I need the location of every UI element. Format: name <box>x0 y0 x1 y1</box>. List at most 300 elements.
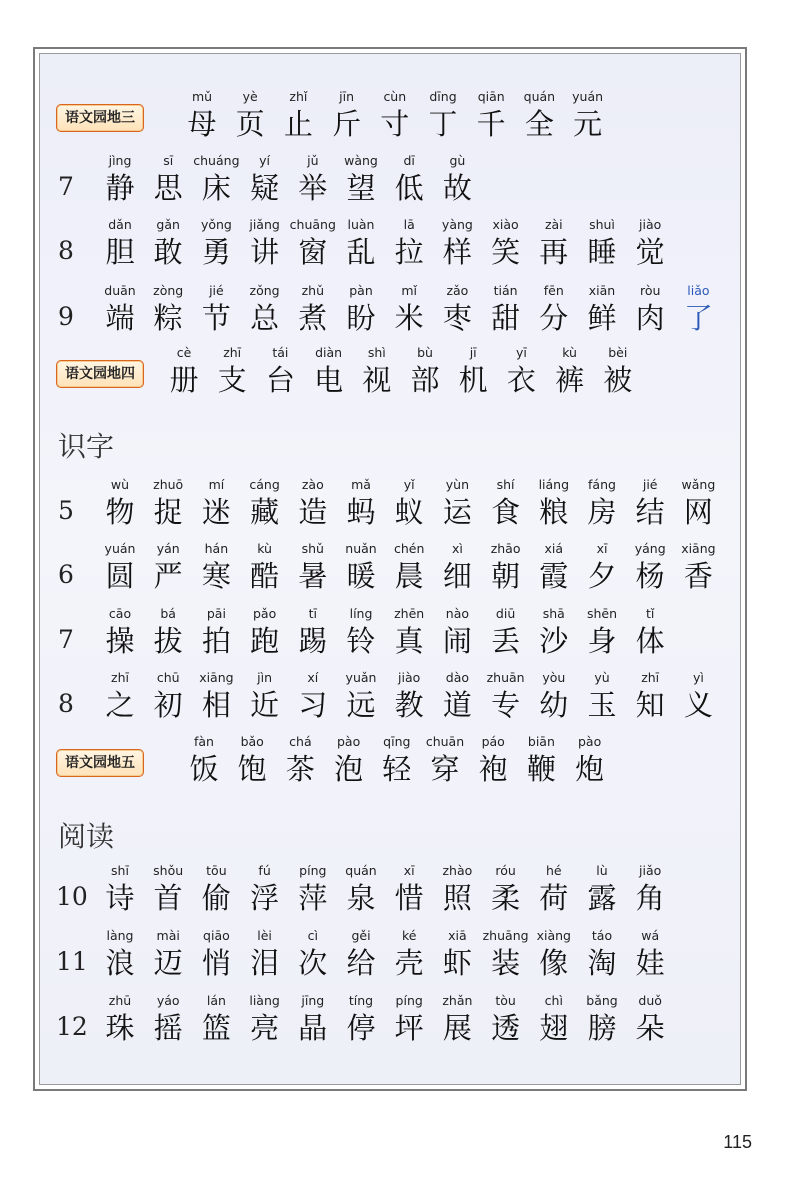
pinyin: mǎ <box>351 477 371 492</box>
pinyin: xiào <box>492 217 519 232</box>
pinyin: yǐ <box>403 477 415 492</box>
char-row <box>0 540 800 610</box>
char-cell <box>626 216 674 270</box>
pinyin: cāo <box>108 606 132 621</box>
pinyin: róu <box>495 863 516 878</box>
pinyin: jīng <box>301 993 325 1008</box>
section-heading: 阅读 <box>58 820 115 853</box>
pinyin: qiāo <box>203 928 230 943</box>
pinyin: bá <box>160 606 176 621</box>
pinyin: zhī <box>223 345 242 360</box>
hanzi: 食 <box>491 495 521 529</box>
hanzi: 结 <box>635 495 665 529</box>
char-cell <box>594 344 642 398</box>
hanzi: 睡 <box>587 235 617 269</box>
char-cell <box>674 540 722 594</box>
pinyin: yán <box>156 541 180 556</box>
pinyin: quán <box>345 863 377 878</box>
pinyin: yì <box>692 670 704 685</box>
pinyin: tián <box>493 283 518 298</box>
pinyin: lù <box>596 863 608 878</box>
pinyin: luàn <box>347 217 375 232</box>
pinyin: wù <box>110 477 130 492</box>
pinyin: jiǎng <box>249 217 280 232</box>
pinyin: zhāo <box>490 541 521 556</box>
hanzi: 饱 <box>237 752 267 786</box>
hanzi: 枣 <box>442 301 472 335</box>
hanzi: 穿 <box>430 752 460 786</box>
hanzi: 荷 <box>539 881 569 915</box>
pinyin: zào <box>301 477 324 492</box>
hanzi: 体 <box>635 624 665 658</box>
hanzi: 衣 <box>506 363 536 397</box>
hanzi: 支 <box>217 363 247 397</box>
pinyin: jī <box>469 345 477 360</box>
hanzi: 疑 <box>250 171 280 205</box>
hanzi: 远 <box>346 688 376 722</box>
lesson-number: 8 <box>58 236 74 265</box>
pinyin: shǒu <box>153 863 184 878</box>
pinyin: zòng <box>153 283 184 298</box>
pinyin: xiàng <box>536 928 571 943</box>
hanzi: 道 <box>442 688 472 722</box>
char-row <box>0 862 800 932</box>
hanzi: 样 <box>442 235 472 269</box>
hanzi: 义 <box>683 688 713 722</box>
hanzi: 专 <box>491 688 521 722</box>
hanzi: 节 <box>201 301 231 335</box>
hanzi: 胆 <box>105 235 135 269</box>
char-row <box>0 344 800 414</box>
pinyin: xiā <box>448 928 467 943</box>
hanzi: 悄 <box>201 946 231 980</box>
hanzi: 膀 <box>587 1011 617 1045</box>
char-row <box>0 669 800 739</box>
hanzi: 偷 <box>201 881 231 915</box>
hanzi: 再 <box>539 235 569 269</box>
lesson-number: 7 <box>58 625 74 654</box>
unit-badge: 语文园地四 <box>56 360 144 388</box>
unit-badge: 语文园地五 <box>56 749 144 777</box>
pinyin: yùn <box>445 477 470 492</box>
pinyin: zhào <box>442 863 473 878</box>
hanzi: 酷 <box>250 559 280 593</box>
hanzi: 寸 <box>380 107 410 141</box>
pinyin: xí <box>307 670 319 685</box>
hanzi: 展 <box>442 1011 472 1045</box>
pinyin: hé <box>545 863 562 878</box>
pinyin: yáo <box>156 993 180 1008</box>
hanzi: 夕 <box>587 559 617 593</box>
hanzi: 分 <box>539 301 569 335</box>
hanzi: 总 <box>250 301 280 335</box>
hanzi: 浪 <box>105 946 135 980</box>
pinyin: yù <box>594 670 610 685</box>
pinyin: biān <box>527 734 555 749</box>
pinyin: shǔ <box>301 541 324 556</box>
pinyin: shuì <box>589 217 615 232</box>
lesson-number: 8 <box>58 689 74 718</box>
hanzi: 页 <box>235 107 265 141</box>
hanzi: 踢 <box>298 624 328 658</box>
hanzi: 透 <box>491 1011 521 1045</box>
pinyin: jiào <box>398 670 421 685</box>
hanzi: 细 <box>442 559 472 593</box>
lesson-number: 10 <box>56 882 88 911</box>
char-cell <box>626 862 674 916</box>
pinyin: líng <box>349 606 373 621</box>
hanzi: 严 <box>153 559 183 593</box>
hanzi: 网 <box>683 495 713 529</box>
hanzi: 暑 <box>298 559 328 593</box>
pinyin: chén <box>393 541 425 556</box>
hanzi: 望 <box>346 171 376 205</box>
pinyin: lán <box>206 993 226 1008</box>
pinyin: dǎn <box>108 217 132 232</box>
pinyin: zhū <box>108 993 132 1008</box>
pinyin: shā <box>542 606 565 621</box>
pinyin: zhī <box>111 670 129 685</box>
hanzi: 炮 <box>575 752 605 786</box>
pinyin: chuān <box>425 734 465 749</box>
pinyin: yàng <box>441 217 473 232</box>
pinyin: duān <box>104 283 136 298</box>
pinyin: táo <box>591 928 613 943</box>
hanzi: 幼 <box>539 688 569 722</box>
pinyin: ròu <box>639 283 661 298</box>
pinyin: bù <box>417 345 433 360</box>
hanzi: 近 <box>250 688 280 722</box>
pinyin: shī <box>111 863 129 878</box>
pinyin: lā <box>403 217 415 232</box>
pinyin: zhēn <box>394 606 425 621</box>
unit-badge: 语文园地三 <box>56 104 144 132</box>
hanzi: 知 <box>635 688 665 722</box>
hanzi: 泡 <box>334 752 364 786</box>
char-cell <box>626 605 674 659</box>
hanzi: 机 <box>458 363 488 397</box>
hanzi: 朝 <box>491 559 521 593</box>
pinyin: fú <box>258 863 271 878</box>
pinyin: cáng <box>249 477 280 492</box>
char-row <box>0 216 800 286</box>
hanzi: 珠 <box>105 1011 135 1045</box>
hanzi: 斤 <box>332 107 362 141</box>
hanzi: 摇 <box>153 1011 183 1045</box>
hanzi: 肉 <box>635 301 665 335</box>
pinyin: tōu <box>206 863 227 878</box>
hanzi: 端 <box>105 301 135 335</box>
pinyin: qīng <box>383 734 411 749</box>
pinyin: zǎo <box>446 283 469 298</box>
char-cell <box>674 476 722 530</box>
hanzi: 讲 <box>250 235 280 269</box>
pinyin: tíng <box>348 993 374 1008</box>
hanzi: 笑 <box>491 235 521 269</box>
hanzi: 铃 <box>346 624 376 658</box>
pinyin: xiāng <box>681 541 716 556</box>
lesson-number: 12 <box>56 1012 88 1041</box>
hanzi: 习 <box>298 688 328 722</box>
hanzi: 泪 <box>250 946 280 980</box>
pinyin: pǎo <box>252 606 277 621</box>
hanzi: 台 <box>265 363 295 397</box>
pinyin: xiān <box>588 283 616 298</box>
pinyin: yǒng <box>200 217 232 232</box>
hanzi: 捉 <box>153 495 183 529</box>
hanzi: 角 <box>635 881 665 915</box>
pinyin: ké <box>401 928 417 943</box>
char-row <box>0 927 800 997</box>
pinyin: chì <box>544 993 563 1008</box>
pinyin: tǐ <box>646 606 655 621</box>
pinyin: quán <box>523 89 556 104</box>
pinyin: wàng <box>344 153 378 168</box>
pinyin: liáng <box>538 477 570 492</box>
pinyin: gǎn <box>156 217 180 232</box>
char-cell <box>674 669 722 723</box>
hanzi: 像 <box>539 946 569 980</box>
hanzi: 迷 <box>201 495 231 529</box>
pinyin: yī <box>515 345 527 360</box>
hanzi: 身 <box>587 624 617 658</box>
pinyin: xì <box>451 541 463 556</box>
hanzi: 元 <box>573 107 603 141</box>
pinyin: sī <box>163 153 174 168</box>
hanzi: 千 <box>476 107 506 141</box>
hanzi: 全 <box>524 107 554 141</box>
hanzi: 母 <box>187 107 217 141</box>
pinyin: xiá <box>544 541 564 556</box>
hanzi: 淘 <box>587 946 617 980</box>
pinyin: xiāng <box>199 670 234 685</box>
hanzi: 翅 <box>539 1011 569 1045</box>
pinyin: kù <box>257 541 272 556</box>
lesson-number: 11 <box>56 947 88 976</box>
pinyin: yòu <box>542 670 566 685</box>
char-row <box>0 605 800 675</box>
hanzi: 沙 <box>539 624 569 658</box>
hanzi: 静 <box>105 171 135 205</box>
pinyin: bèi <box>608 345 628 360</box>
hanzi: 房 <box>587 495 617 529</box>
hanzi: 轻 <box>382 752 412 786</box>
pinyin: yáng <box>634 541 666 556</box>
pinyin: yè <box>242 89 258 104</box>
pinyin: yuǎn <box>345 670 377 685</box>
char-row <box>0 282 800 352</box>
hanzi: 粽 <box>153 301 183 335</box>
hanzi: 止 <box>283 107 313 141</box>
pinyin: liǎo <box>687 283 710 298</box>
pinyin: jié <box>642 477 658 492</box>
hanzi: 米 <box>394 301 424 335</box>
char-cell <box>433 152 481 206</box>
pinyin: páo <box>481 734 505 749</box>
hanzi: 觉 <box>635 235 665 269</box>
hanzi: 虾 <box>442 946 472 980</box>
pinyin: nuǎn <box>345 541 377 556</box>
hanzi: 运 <box>442 495 472 529</box>
pinyin: dào <box>445 670 470 685</box>
char-cell <box>564 88 612 142</box>
pinyin: lèi <box>257 928 272 943</box>
pinyin: zǒng <box>249 283 280 298</box>
pinyin: zhǎn <box>442 993 473 1008</box>
hanzi: 浮 <box>250 881 280 915</box>
lesson-number: 5 <box>58 496 74 525</box>
pinyin: pào <box>336 734 361 749</box>
pinyin: shí <box>496 477 515 492</box>
hanzi: 拉 <box>394 235 424 269</box>
hanzi: 惜 <box>394 881 424 915</box>
pinyin: jǔ <box>307 153 319 168</box>
char-row <box>0 88 800 158</box>
hanzi: 低 <box>394 171 424 205</box>
hanzi: 寒 <box>201 559 231 593</box>
hanzi: 诗 <box>105 881 135 915</box>
pinyin: jiǎo <box>639 863 662 878</box>
pinyin: mí <box>208 477 225 492</box>
pinyin: shì <box>367 345 386 360</box>
hanzi: 丢 <box>491 624 521 658</box>
hanzi: 教 <box>394 688 424 722</box>
hanzi: 物 <box>105 495 135 529</box>
hanzi: 圆 <box>105 559 135 593</box>
pinyin: zhuāng <box>482 928 529 943</box>
pinyin: jìn <box>257 670 273 685</box>
pinyin: fàn <box>194 734 214 749</box>
hanzi: 部 <box>410 363 440 397</box>
pinyin: cè <box>176 345 192 360</box>
pinyin: gù <box>449 153 466 168</box>
pinyin: chuáng <box>193 153 240 168</box>
hanzi: 鲜 <box>587 301 617 335</box>
hanzi: 闹 <box>442 624 472 658</box>
hanzi: 真 <box>394 624 424 658</box>
hanzi: 册 <box>169 363 199 397</box>
hanzi: 篮 <box>201 1011 231 1045</box>
pinyin: zhī <box>641 670 660 685</box>
pinyin: shēn <box>586 606 618 621</box>
hanzi: 次 <box>298 946 328 980</box>
hanzi: 故 <box>442 171 472 205</box>
pinyin: dī <box>403 153 415 168</box>
pinyin: bǎng <box>586 993 618 1008</box>
pinyin: píng <box>395 993 423 1008</box>
hanzi: 之 <box>105 688 135 722</box>
hanzi: 壳 <box>394 946 424 980</box>
hanzi: 晨 <box>394 559 424 593</box>
pinyin: zhuān <box>486 670 525 685</box>
hanzi: 丁 <box>428 107 458 141</box>
pinyin: fēn <box>543 283 564 298</box>
pinyin: hán <box>204 541 229 556</box>
pinyin: mǔ <box>191 89 213 104</box>
hanzi: 柔 <box>491 881 521 915</box>
char-row <box>0 152 800 222</box>
hanzi: 霞 <box>539 559 569 593</box>
pinyin: gěi <box>351 928 371 943</box>
hanzi: 暖 <box>346 559 376 593</box>
hanzi: 香 <box>683 559 713 593</box>
pinyin: yí <box>259 153 271 168</box>
pinyin: cùn <box>383 89 407 104</box>
hanzi: 思 <box>153 171 183 205</box>
hanzi: 床 <box>201 171 231 205</box>
pinyin: cì <box>307 928 318 943</box>
hanzi: 粮 <box>539 495 569 529</box>
pinyin: yuán <box>572 89 604 104</box>
hanzi: 初 <box>153 688 183 722</box>
char-row <box>0 992 800 1062</box>
pinyin: chá <box>289 734 312 749</box>
hanzi: 甜 <box>491 301 521 335</box>
hanzi: 拔 <box>153 624 183 658</box>
pinyin: píng <box>299 863 327 878</box>
pinyin: wǎng <box>681 477 716 492</box>
hanzi: 蚁 <box>394 495 424 529</box>
pinyin: zhǔ <box>301 283 324 298</box>
pinyin: chuāng <box>289 217 336 232</box>
hanzi: 茶 <box>285 752 315 786</box>
pinyin: liàng <box>249 993 280 1008</box>
hanzi: 了 <box>683 301 713 335</box>
hanzi: 泉 <box>346 881 376 915</box>
pinyin: pào <box>577 734 602 749</box>
hanzi: 鞭 <box>526 752 556 786</box>
hanzi: 举 <box>298 171 328 205</box>
char-row <box>0 733 800 803</box>
lesson-number: 9 <box>58 302 74 331</box>
pinyin: mǐ <box>401 283 418 298</box>
hanzi: 朵 <box>635 1011 665 1045</box>
lesson-number: 7 <box>58 172 74 201</box>
hanzi: 蚂 <box>346 495 376 529</box>
hanzi: 造 <box>298 495 328 529</box>
hanzi: 照 <box>442 881 472 915</box>
pinyin: xī <box>596 541 608 556</box>
hanzi: 露 <box>587 881 617 915</box>
hanzi: 给 <box>346 946 376 980</box>
char-cell <box>626 927 674 981</box>
pinyin: jiào <box>639 217 662 232</box>
hanzi: 装 <box>491 946 521 980</box>
pinyin: xī <box>403 863 415 878</box>
hanzi: 袍 <box>478 752 508 786</box>
hanzi: 窗 <box>298 235 328 269</box>
pinyin: jìng <box>108 153 132 168</box>
hanzi: 勇 <box>201 235 231 269</box>
pinyin: chū <box>156 670 180 685</box>
pinyin: wá <box>641 928 660 943</box>
pinyin: pàn <box>349 283 373 298</box>
hanzi: 饭 <box>189 752 219 786</box>
hanzi: 杨 <box>635 559 665 593</box>
pinyin: kù <box>562 345 577 360</box>
pinyin: duǒ <box>638 993 662 1008</box>
hanzi: 操 <box>105 624 135 658</box>
pinyin: bǎo <box>240 734 264 749</box>
hanzi: 相 <box>201 688 231 722</box>
hanzi: 亮 <box>250 1011 280 1045</box>
hanzi: 被 <box>603 363 633 397</box>
hanzi: 跑 <box>250 624 280 658</box>
pinyin: tī <box>308 606 317 621</box>
pinyin: tái <box>272 345 289 360</box>
hanzi: 玉 <box>587 688 617 722</box>
hanzi: 视 <box>362 363 392 397</box>
